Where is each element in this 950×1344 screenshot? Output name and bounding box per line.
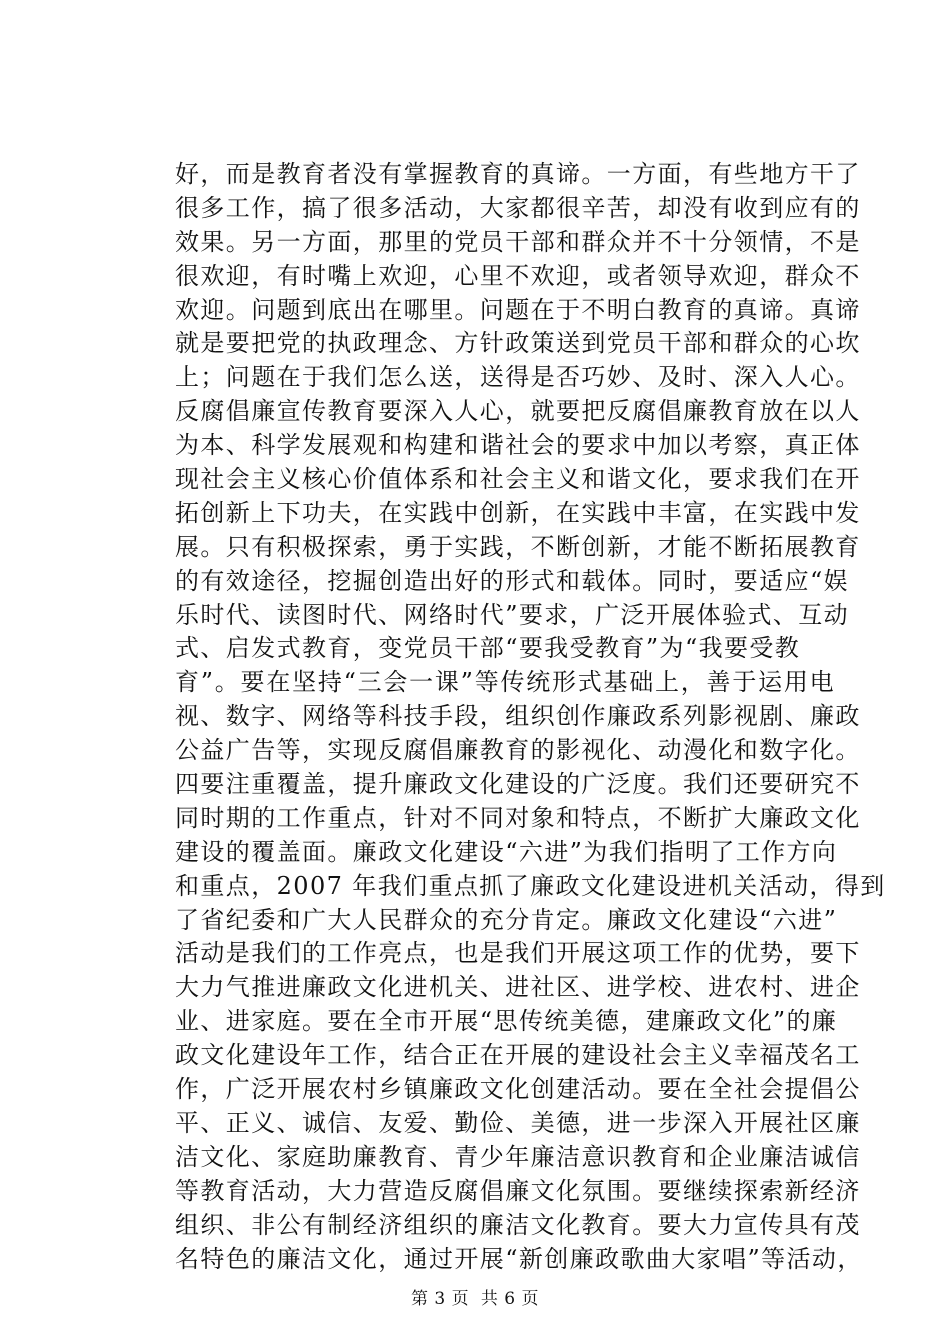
text-line: 展。只有积极探索，勇于实践，不断创新，才能不断拓展教育	[175, 532, 861, 561]
text-line: 视、数字、网络等科技手段，组织创作廉政系列影视剧、廉政	[175, 702, 861, 731]
text-line: 上；问题在于我们怎么送，送得是否巧妙、及时、深入人心。	[175, 363, 861, 392]
text-line: 欢迎。问题到底出在哪里。问题在于不明白教育的真谛。真谛	[175, 295, 861, 324]
text-line: 就是要把党的执政理念、方针政策送到党员干部和群众的心坎	[175, 329, 861, 358]
text-line: 洁文化、家庭助廉教育、青少年廉洁意识教育和企业廉洁诚信	[175, 1142, 861, 1171]
body-text	[175, 158, 886, 1276]
text-line: 作，广泛开展农村乡镇廉政文化创建活动。要在全社会提倡公	[175, 1075, 861, 1104]
text-line: 业、进家庭。要在全市开展“思传统美德，建廉政文化”的廉	[175, 1007, 838, 1036]
total-pages: 共 6 页	[480, 1289, 540, 1309]
text-line: 等教育活动，大力营造反腐倡廉文化氛围。要继续探索新经济	[175, 1176, 861, 1205]
text-line: 大力气推进廉政文化进机关、进社区、进学校、进农村、进企	[175, 973, 861, 1002]
page-footer	[0, 1288, 950, 1310]
text-line: 建设的覆盖面。廉政文化建设“六进”为我们指明了工作方向	[175, 837, 838, 866]
text-line: 为本、科学发展观和构建和谐社会的要求中加以考察，真正体	[175, 431, 861, 460]
text-line: 名特色的廉洁文化，通过开展“新创廉政歌曲大家唱”等活动，	[175, 1244, 863, 1273]
text-line: 拓创新上下功夫，在实践中创新，在实践中丰富，在实践中发	[175, 498, 861, 527]
text-line: 的有效途径，挖掘创造出好的形式和载体。同时，要适应“娱	[175, 566, 850, 595]
text-line: 活动是我们的工作亮点，也是我们开展这项工作的优势，要下	[175, 939, 861, 968]
text-line: 式、启发式教育，变党员干部“要我受教育”为“我要受教	[175, 634, 801, 663]
text-line: 效果。另一方面，那里的党员干部和群众并不十分领情，不是	[175, 227, 861, 256]
text-line: 平、正义、诚信、友爱、勤俭、美德，进一步深入开展社区廉	[175, 1108, 861, 1137]
text-line: 政文化建设年工作，结合正在开展的建设社会主义幸福茂名工	[175, 1041, 861, 1070]
text-line: 现社会主义核心价值体系和社会主义和谐文化，要求我们在开	[175, 465, 861, 494]
text-line: 组织、非公有制经济组织的廉洁文化教育。要大力宣传具有茂	[175, 1210, 861, 1239]
text-line: 和重点，2007 年我们重点抓了廉政文化建设进机关活动，得到	[175, 871, 886, 900]
text-line: 乐时代、读图时代、网络时代”要求，广泛开展体验式、互动	[175, 600, 850, 629]
text-line: 反腐倡廉宣传教育要深入人心，就要把反腐倡廉教育放在以人	[175, 397, 861, 426]
text-line: 育”。要在坚持“三会一课”等传统形式基础上，善于运用电	[175, 668, 835, 697]
text-line: 四要注重覆盖，提升廉政文化建设的广泛度。我们还要研究不	[175, 770, 861, 799]
page-number: 第 3 页	[410, 1289, 470, 1309]
text-line: 很多工作，搞了很多活动，大家都很辛苦，却没有收到应有的	[175, 193, 861, 222]
text-line: 同时期的工作重点，针对不同对象和特点，不断扩大廉政文化	[175, 803, 861, 832]
text-line: 了省纪委和广大人民群众的充分肯定。廉政文化建设“六进”	[175, 905, 838, 934]
text-line: 公益广告等，实现反腐倡廉教育的影视化、动漫化和数字化。	[175, 736, 861, 765]
text-line: 好，而是教育者没有掌握教育的真谛。一方面，有些地方干了	[175, 160, 861, 188]
text-line: 很欢迎，有时嘴上欢迎，心里不欢迎，或者领导欢迎，群众不	[175, 261, 861, 290]
